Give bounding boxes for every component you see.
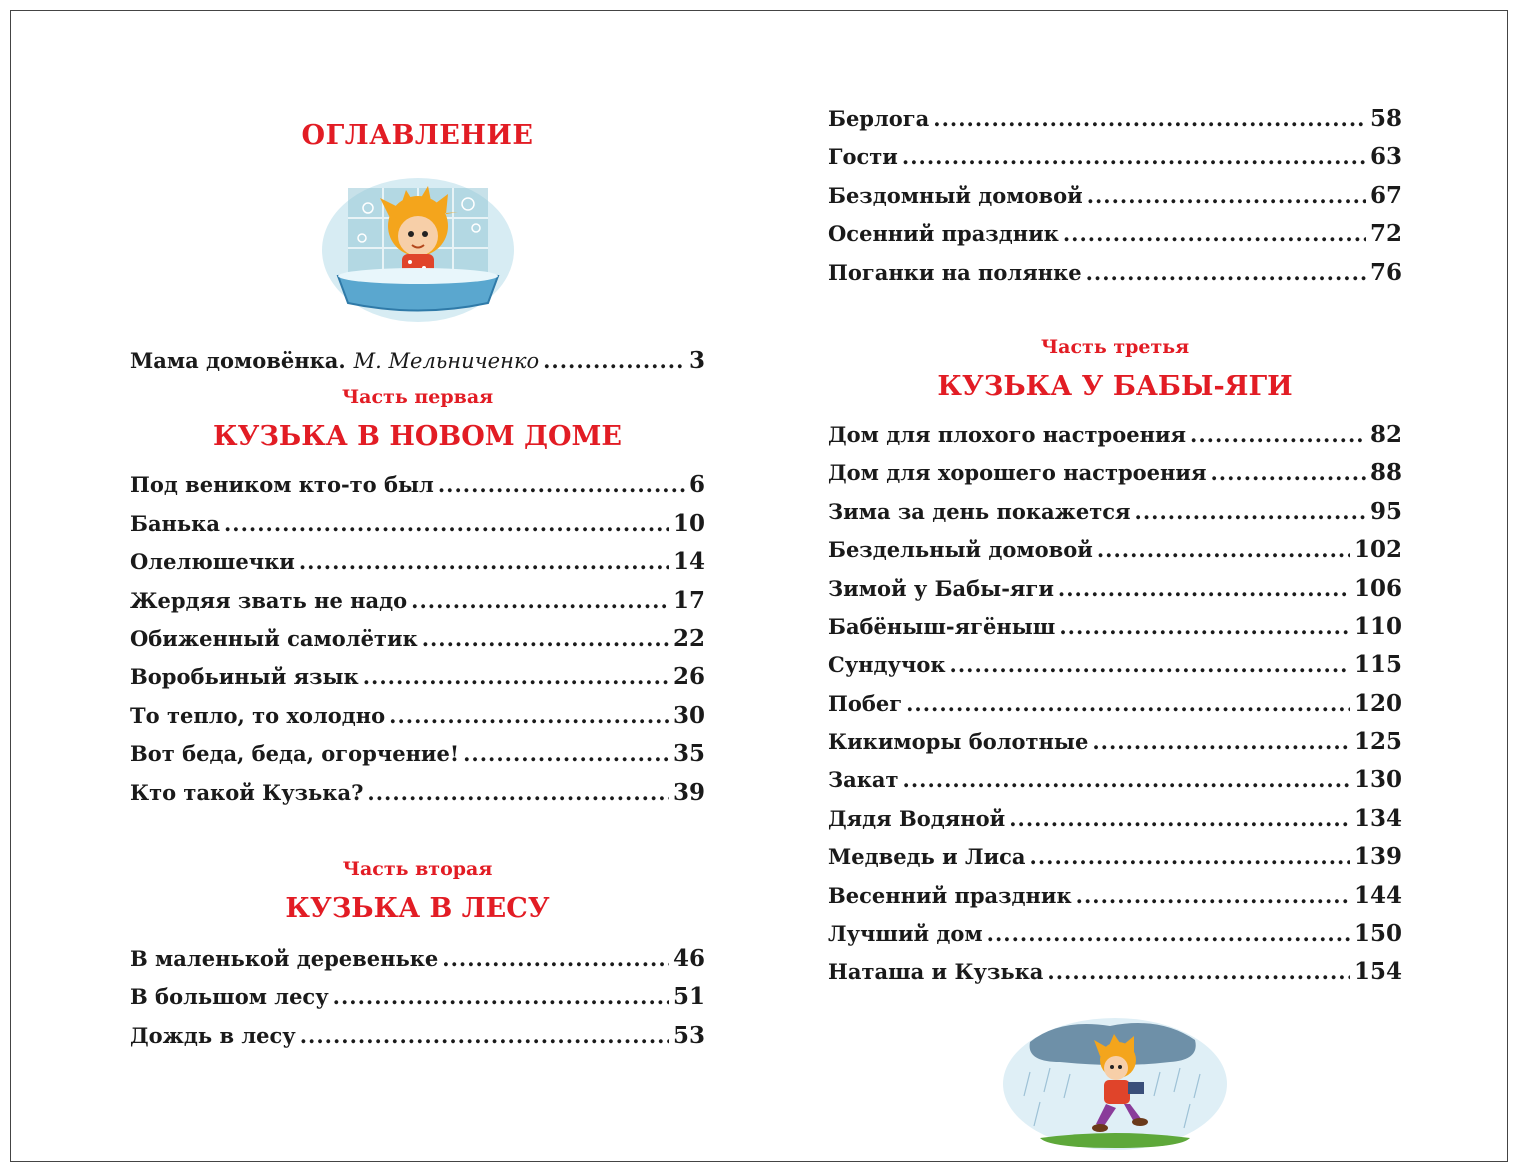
toc-entry[interactable] <box>828 800 1402 838</box>
entry-page: 134 <box>1353 804 1402 832</box>
entry-page: 63 <box>1369 143 1402 171</box>
leader-dots <box>1190 416 1366 454</box>
entry-title: Дождь в лесу <box>130 1022 296 1048</box>
entry-page: 30 <box>672 701 705 729</box>
leader-dots <box>224 505 669 543</box>
toc-entry[interactable] <box>130 1017 705 1055</box>
toc-entry[interactable] <box>828 877 1402 915</box>
toc-title: ОГЛАВЛЕНИЕ <box>301 120 534 151</box>
part1-label: Часть первая <box>341 386 494 409</box>
leader-dots <box>1097 531 1350 569</box>
entry-title: Кикиморы болотные <box>828 729 1089 755</box>
leader-dots <box>1058 570 1350 608</box>
entry-title: Дом для хорошего настроения <box>828 460 1207 486</box>
entry-title: Лучший дом <box>828 921 983 947</box>
toc-entry[interactable] <box>828 531 1402 569</box>
leader-dots <box>1009 800 1350 838</box>
part1-title: КУЗЬКА В НОВОМ ДОМЕ <box>212 421 623 453</box>
toc-entry[interactable] <box>828 838 1402 876</box>
entry-page: 17 <box>672 586 705 614</box>
toc-entry[interactable] <box>828 915 1402 953</box>
toc-entry[interactable] <box>828 761 1402 799</box>
entry-page: 115 <box>1353 651 1402 679</box>
entry-title: Воробьиный язык <box>130 664 359 690</box>
entry-title: Кто такой Кузька? <box>130 779 364 805</box>
leader-dots <box>299 543 669 581</box>
toc-entry[interactable] <box>130 582 705 620</box>
entry-page: 120 <box>1353 689 1402 717</box>
toc-entry[interactable] <box>130 505 705 543</box>
leader-dots <box>1047 953 1350 991</box>
entry-title: Осенний праздник <box>828 221 1059 247</box>
toc-entry[interactable] <box>130 735 705 773</box>
leader-dots <box>411 582 669 620</box>
entry-page: 51 <box>672 983 705 1011</box>
toc-entry[interactable] <box>130 940 705 978</box>
toc-entry-intro[interactable] <box>130 342 705 380</box>
leader-dots <box>902 138 1366 176</box>
entry-title: Обиженный самолётик <box>130 625 418 651</box>
entry-page: 26 <box>672 663 705 691</box>
entry-title: Зимой у Бабы-яги <box>828 575 1054 601</box>
entry-page: 82 <box>1369 420 1402 448</box>
leader-dots <box>1210 454 1366 492</box>
kuzka-running-rain-illustration <box>1000 1012 1230 1152</box>
toc-entry[interactable] <box>828 723 1402 761</box>
leader-dots <box>1076 877 1350 915</box>
entry-page: 72 <box>1369 220 1402 248</box>
entry-page: 154 <box>1353 958 1402 986</box>
entry-title: Побег <box>828 690 903 716</box>
leader-dots <box>1059 608 1350 646</box>
leader-dots <box>906 685 1350 723</box>
entry-title: В маленькой деревеньке <box>130 945 439 971</box>
entry-title: Поганки на полянке <box>828 259 1082 285</box>
toc-entry[interactable] <box>828 493 1402 531</box>
entry-page: 88 <box>1369 459 1402 487</box>
entry-page: 58 <box>1369 105 1402 132</box>
entry-title: Зима за день покажется <box>828 498 1131 524</box>
entry-title: Под веником кто-то был <box>130 472 434 498</box>
leader-dots <box>1063 215 1366 253</box>
entry-title: Весенний праздник <box>828 882 1072 908</box>
toc-entry[interactable] <box>828 100 1402 138</box>
entry-page: 144 <box>1353 881 1402 909</box>
entry-title: Сундучок <box>828 652 946 678</box>
toc-entry[interactable] <box>828 177 1402 215</box>
entry-title: Дядя Водяной <box>828 805 1006 831</box>
leader-dots <box>438 466 685 504</box>
toc-entry[interactable] <box>130 658 705 696</box>
part2-title: КУЗЬКА В ЛЕСУ <box>285 892 550 924</box>
leader-dots <box>1135 493 1366 531</box>
entry-page: 139 <box>1353 843 1402 871</box>
leader-dots <box>422 620 669 658</box>
leader-dots <box>1092 723 1350 761</box>
toc-entry[interactable] <box>828 254 1402 292</box>
leader-dots <box>442 940 669 978</box>
entry-page: 110 <box>1353 612 1402 640</box>
entry-page: 125 <box>1353 728 1402 756</box>
toc-entry[interactable] <box>828 138 1402 176</box>
leader-dots <box>367 774 669 812</box>
leader-dots <box>333 978 669 1016</box>
toc-entry[interactable] <box>130 774 705 812</box>
leader-dots <box>1030 838 1350 876</box>
toc-entry[interactable] <box>130 978 705 1016</box>
toc-entry[interactable] <box>828 416 1402 454</box>
entry-title: Бабёныш-ягёныш <box>828 613 1056 639</box>
entry-page: 35 <box>672 740 705 768</box>
part3-title: КУЗЬКА У БАБЫ-ЯГИ <box>937 370 1293 402</box>
entry-page: 22 <box>672 624 705 652</box>
toc-entry[interactable] <box>828 570 1402 608</box>
leader-dots <box>300 1017 669 1055</box>
leader-dots <box>1086 254 1366 292</box>
toc-entry[interactable] <box>130 466 705 504</box>
entry-page: 46 <box>672 944 705 972</box>
leader-dots <box>543 342 685 380</box>
entry-title: Наташа и Кузька <box>828 959 1044 985</box>
toc-entry[interactable] <box>828 215 1402 253</box>
toc-entry[interactable] <box>828 685 1402 723</box>
kuzka-bathtub-illustration <box>318 168 518 328</box>
entry-author: М. Мельниченко <box>353 349 540 373</box>
entry-title: Берлога <box>828 106 930 131</box>
entry-page: 106 <box>1353 574 1402 602</box>
entry-page: 10 <box>672 509 705 537</box>
toc-right-column <box>828 100 1402 992</box>
entry-title: Вот беда, беда, огорчение! <box>130 741 460 767</box>
leader-dots <box>987 915 1350 953</box>
entry-page: 102 <box>1353 536 1402 564</box>
entry-page: 95 <box>1369 497 1402 525</box>
toc-entry[interactable] <box>828 454 1402 492</box>
part2-label: Часть вторая <box>342 857 493 880</box>
entry-title: Бездельный домовой <box>828 537 1093 563</box>
entry-title: Банька <box>130 510 220 536</box>
entry-title: Жердяя звать не надо <box>130 587 408 613</box>
entry-page: 150 <box>1353 920 1402 948</box>
leader-dots <box>463 735 669 773</box>
leader-dots <box>933 100 1366 138</box>
entry-title: Закат <box>828 767 899 793</box>
leader-dots <box>1087 177 1366 215</box>
entry-page: 76 <box>1369 258 1402 286</box>
toc-entry[interactable] <box>130 543 705 581</box>
entry-page: 130 <box>1353 766 1402 794</box>
entry-title: Медведь и Лиса <box>828 844 1026 870</box>
entry-title: Бездомный домовой <box>828 182 1083 208</box>
entry-page: 6 <box>688 471 705 499</box>
leader-dots <box>903 761 1350 799</box>
entry-page: 67 <box>1369 181 1402 209</box>
toc-left-column <box>130 100 705 1055</box>
entry-title: Мама домовёнка. <box>130 348 346 373</box>
part3-label: Часть третья <box>1040 335 1190 358</box>
entry-title: Гости <box>828 144 898 170</box>
entry-title: Олелюшечки <box>130 549 295 575</box>
toc-entry[interactable] <box>828 953 1402 991</box>
entry-page: 39 <box>672 778 705 806</box>
toc-entry[interactable] <box>828 646 1402 684</box>
toc-entry[interactable] <box>130 620 705 658</box>
leader-dots <box>363 658 669 696</box>
entry-title: То тепло, то холодно <box>130 702 386 728</box>
toc-entry[interactable] <box>828 608 1402 646</box>
entry-title: Дом для плохого настроения <box>828 421 1187 447</box>
entry-page: 3 <box>688 347 705 374</box>
entry-page: 14 <box>672 548 705 576</box>
toc-entry[interactable] <box>130 697 705 735</box>
entry-title: В большом лесу <box>130 984 329 1010</box>
leader-dots <box>950 646 1350 684</box>
entry-page: 53 <box>672 1021 705 1049</box>
leader-dots <box>389 697 669 735</box>
